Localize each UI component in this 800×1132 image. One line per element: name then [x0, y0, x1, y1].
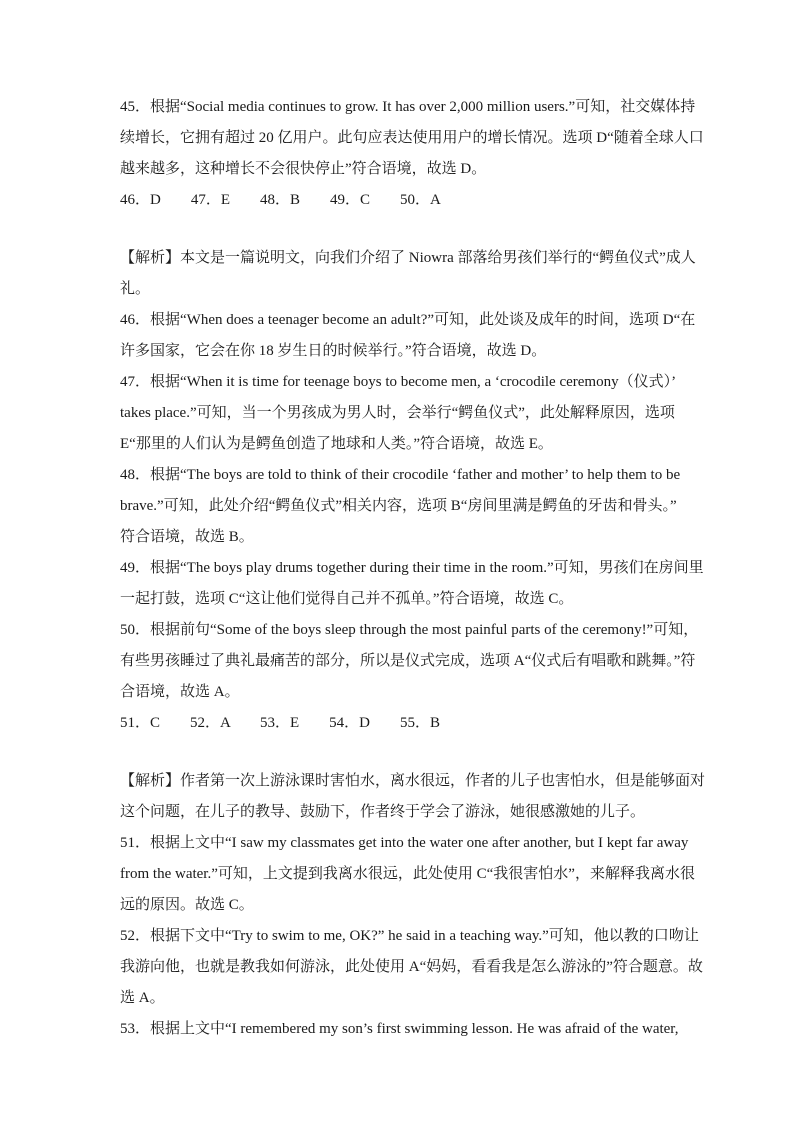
analysis-line: 【解析】本文是一篇说明文，向我们介绍了 Niowra 部落给男孩们举行的“鳄鱼仪式”成人: [120, 250, 696, 266]
text-line: 47．根据“When it is time for teenage boys to become men, a ‘crocodile ceremony（仪式）’: [120, 374, 677, 390]
text-line: 50．根据前句“Some of the boys sleep through the most painful parts of the ceremony!”可知，: [120, 622, 699, 638]
text-line: 一起打鼓，选项 C“这让他们觉得自己并不孤单。”符合语境，故选 C。: [120, 591, 574, 607]
text-line: 远的原因。故选 C。: [120, 897, 254, 913]
text-line: 选 A。: [120, 990, 165, 1006]
answer-key-line: 51．C 52．A 53．E 54．D 55．B: [120, 715, 441, 731]
text-line: 46．根据“When does a teenager become an adult?”可知，此处谈及成年的时间，选项 D“在: [120, 312, 696, 328]
text-line: 这个问题，在儿子的教导、鼓励下，作者终于学会了游泳，她很感激她的儿子。: [120, 804, 646, 820]
text-line: 符合语境，故选 B。: [120, 529, 254, 545]
text-line: 合语境，故选 A。: [120, 684, 240, 700]
text-line: takes place.”可知，当一个男孩成为男人时，会举行“鳄鱼仪式”，此处解释原因，选项: [120, 405, 675, 421]
text-line: 48．根据“The boys are told to think of their crocodile ‘father and mother’ to help them to be: [120, 467, 681, 483]
text-line: 礼。: [120, 281, 151, 297]
text-line: 52．根据下文中“Try to swim to me, OK?” he said in a teaching way.”可知，他以教的口吻让: [120, 928, 699, 944]
text-line: E“那里的人们认为是鳄鱼创造了地球和人类。”符合语境，故选 E。: [120, 436, 553, 452]
text-line: 许多国家，它会在你 18 岁生日的时候举行。”符合语境，故选 D。: [120, 343, 547, 359]
text-line: 45．根据“Social media continues to grow. It has over 2,000 million users.”可知，社交媒体持: [120, 99, 696, 115]
text-line: 51．根据上文中“I saw my classmates get into the water one after another, but I kept far away: [120, 835, 689, 851]
text-line: 49．根据“The boys play drums together during their time in the room.”可知，男孩们在房间里: [120, 560, 704, 576]
text-line: 越来越多，这种增长不会很快停止”符合语境，故选 D。: [120, 161, 487, 177]
analysis-line: 【解析】作者第一次上游泳课时害怕水，离水很远，作者的儿子也害怕水，但是能够面对: [120, 773, 706, 789]
text-line: 53．根据上文中“I remembered my son’s first swimming lesson. He was afraid of the water,: [120, 1021, 679, 1037]
text-line: 我游向他，也就是教我如何游泳，此处使用 A“妈妈，看看我是怎么游泳的”符合题意。故: [120, 959, 703, 975]
text-line: 续增长，它拥有超过 20 亿用户。此句应表达使用用户的增长情况。选项 D“随着全球人口: [120, 130, 704, 146]
answer-key-line: 46．D 47．E 48．B 49．C 50．A: [120, 192, 441, 208]
text-line: brave.”可知，此处介绍“鳄鱼仪式”相关内容，选项 B“房间里满是鳄鱼的牙齿和骨头。”: [120, 498, 677, 514]
text-line: from the water.”可知，上文提到我离水很远，此处使用 C“我很害怕水”，来解释我离水很: [120, 866, 695, 882]
text-line: 有些男孩睡过了典礼最痛苦的部分，所以是仪式完成，选项 A“仪式后有唱歌和跳舞。”符: [120, 653, 696, 669]
